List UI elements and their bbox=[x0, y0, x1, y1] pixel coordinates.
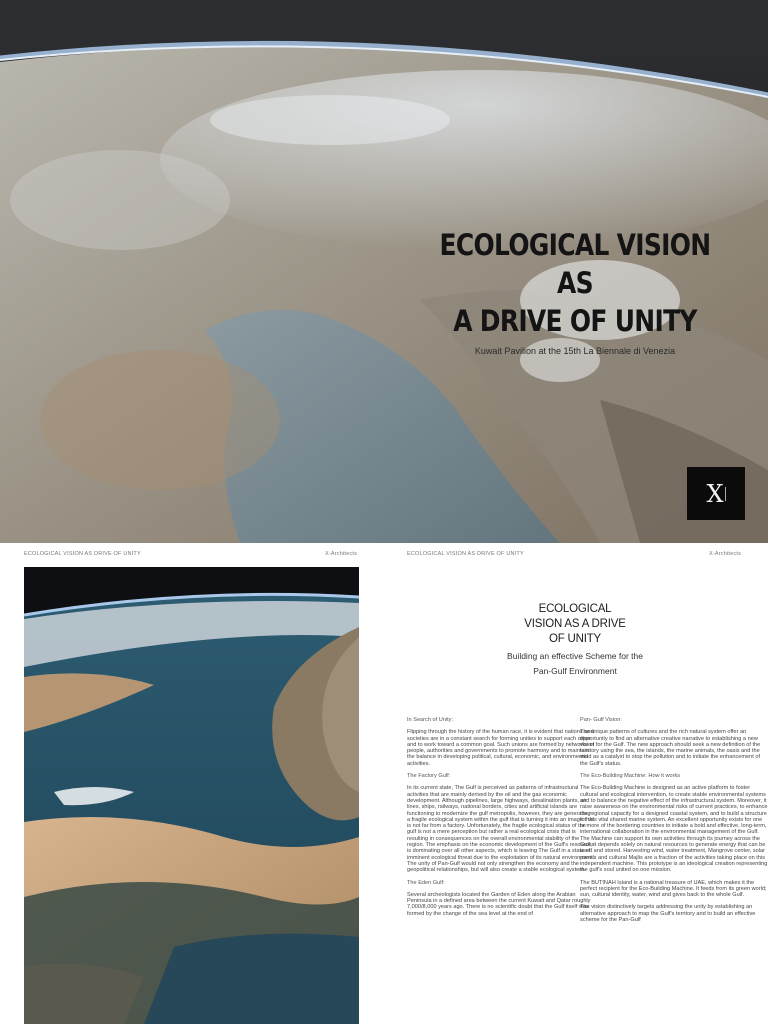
logo-bar bbox=[725, 487, 726, 501]
x-architects-logo bbox=[687, 467, 745, 520]
section-heading: The Eco-Building Machine: How it works bbox=[580, 773, 681, 780]
paragraph: The Eco-Building Machine is designed as an active platform to foster cultural and ecological intervention, to create stable environmental systems and to balance the negative effect of the infrastructural system. Moreover, it raise awareness on the environmental risks of current practices, to enhance the regional capacity for a designed coastal system, and to build a structure for this vital shared marine system. An excellent opportunity exists for one or more of the bordering countries to initiate a bold and effective, long-term, international collaboration in the environmental management of the Gulf. The Machine can support its own activities through its journey across the Gulf, it depends solely on natural resources to generate energy that can be used and stored. Harvesting wind, water treatment, Mangrove center, solar panels and cultural Majlis are a fraction of the activities taking place on this independent machine. This prototype is an ideological creation representing the gulf's soul united on one mission. bbox=[580, 785, 768, 874]
cover-subtitle: Kuwait Pavilion at the 15th La Biennale di Venezia bbox=[474, 346, 676, 356]
section-heading: The Factory Gulf: bbox=[407, 773, 451, 780]
article-subtitle-line-2: Pan-Gulf Environment bbox=[533, 665, 617, 676]
paragraph: The BUTINAH Island is a national treasure of UAE, which makes it the perfect recipient for the Eco-Building Machine. It feeds from its green world; sun, cultural identity, water, wind and gives back to the whole Gulf. bbox=[580, 879, 767, 899]
right-running-brand: X-Architects bbox=[709, 551, 742, 557]
paragraph: The unique patterns of cultures and the rich natural system offer an opportunity to find an alternative creative narrative to establishing a new vision for the Gulf. The new approach should seek a new definition of the territory using the sea, the islands, the marine animals, the oasis and the wind as a catalyst to stop the pollution and to initiate the enhancement of the Gulf's status. bbox=[580, 729, 761, 767]
left-running-title: ECOLOGICAL VISION AS DRIVE OF UNITY bbox=[24, 551, 141, 557]
paragraph: Several archeologists located the Garden of Eden along the Arabian Peninsula in a defined area between the current Kuwait and Qatar roughly 7,000/8,000 years ago. There is no scientific doubt that the Gulf itself was formed by the change of the sea level at the end of bbox=[407, 891, 591, 917]
left-running-brand: X-Architects bbox=[325, 551, 358, 557]
cover-title-line-1: ECOLOGICAL VISION AS bbox=[439, 228, 711, 300]
section-heading: In Search of Unity: bbox=[407, 717, 454, 723]
right-running-title: ECOLOGICAL VISION AS DRIVE OF UNITY bbox=[407, 551, 524, 557]
text-column-left bbox=[407, 717, 595, 923]
paragraph: In its current state, The Gulf is perceived as patterns of infrastructural activities that are mainly derived by the oil and the gas economic development. Although pipelines, large highways, desalination plants, air lines, ships, railways, national borders, cities and artificial islands are functioning to modernize the gulf metropolis, however, they are generating a fragile ecological system within the gulf that is turning it into an image that is not far from a factory. Unfortunately, the fragile ecological status of the gulf is not a mere perception but rather a real ecological crisis that is resulting in consequences on the overall environmental stability of the region. The emphasis on the economic development of the Gulf's resources is dominating over all other aspects, which is leaving The Gulf in a state of imminent ecological threat due to the exploitation of its natural environment. The unity of Pan-Gulf would not only strengthen the economy and the geopolitical relationships, but will also create a stable ecological system. bbox=[407, 785, 595, 874]
section-heading: The Eden Gulf: bbox=[407, 879, 445, 886]
article-title-line-3: OF UNITY bbox=[548, 633, 602, 645]
gulf-satellite-photo bbox=[24, 567, 359, 1024]
section-heading: Pan- Gulf Vision: bbox=[580, 717, 622, 723]
text-column-right bbox=[580, 717, 768, 929]
cover-title-line-2: A DRIVE OF UNITY bbox=[453, 304, 697, 338]
logo-letter: X bbox=[706, 479, 724, 508]
paragraph: Flipping through the history of the human race, it is evident that nations and societies are in a constant search for forming unities to support each other and to work toward a common goal. Such unions are formed by networks of people, authorities and governments to promote harmony and to maintain the balance in developing political, cultural, economic, and environmental activities. bbox=[407, 729, 595, 767]
gulf-satellite-image bbox=[24, 567, 359, 1024]
article-title-line-2: VISION AS A DRIVE bbox=[524, 618, 626, 630]
article-title-block bbox=[480, 602, 670, 676]
cover-title-block bbox=[400, 226, 750, 356]
article-title-line-1: ECOLOGICAL bbox=[538, 603, 612, 615]
paragraph: The vision distinctively targets addressing the unity by establishing an alternative approach to map the Gulf's territory and to build an effective scheme for the Pan-Gulf bbox=[580, 904, 756, 924]
article-subtitle-line-1: Building an effective Scheme for the bbox=[507, 651, 643, 661]
